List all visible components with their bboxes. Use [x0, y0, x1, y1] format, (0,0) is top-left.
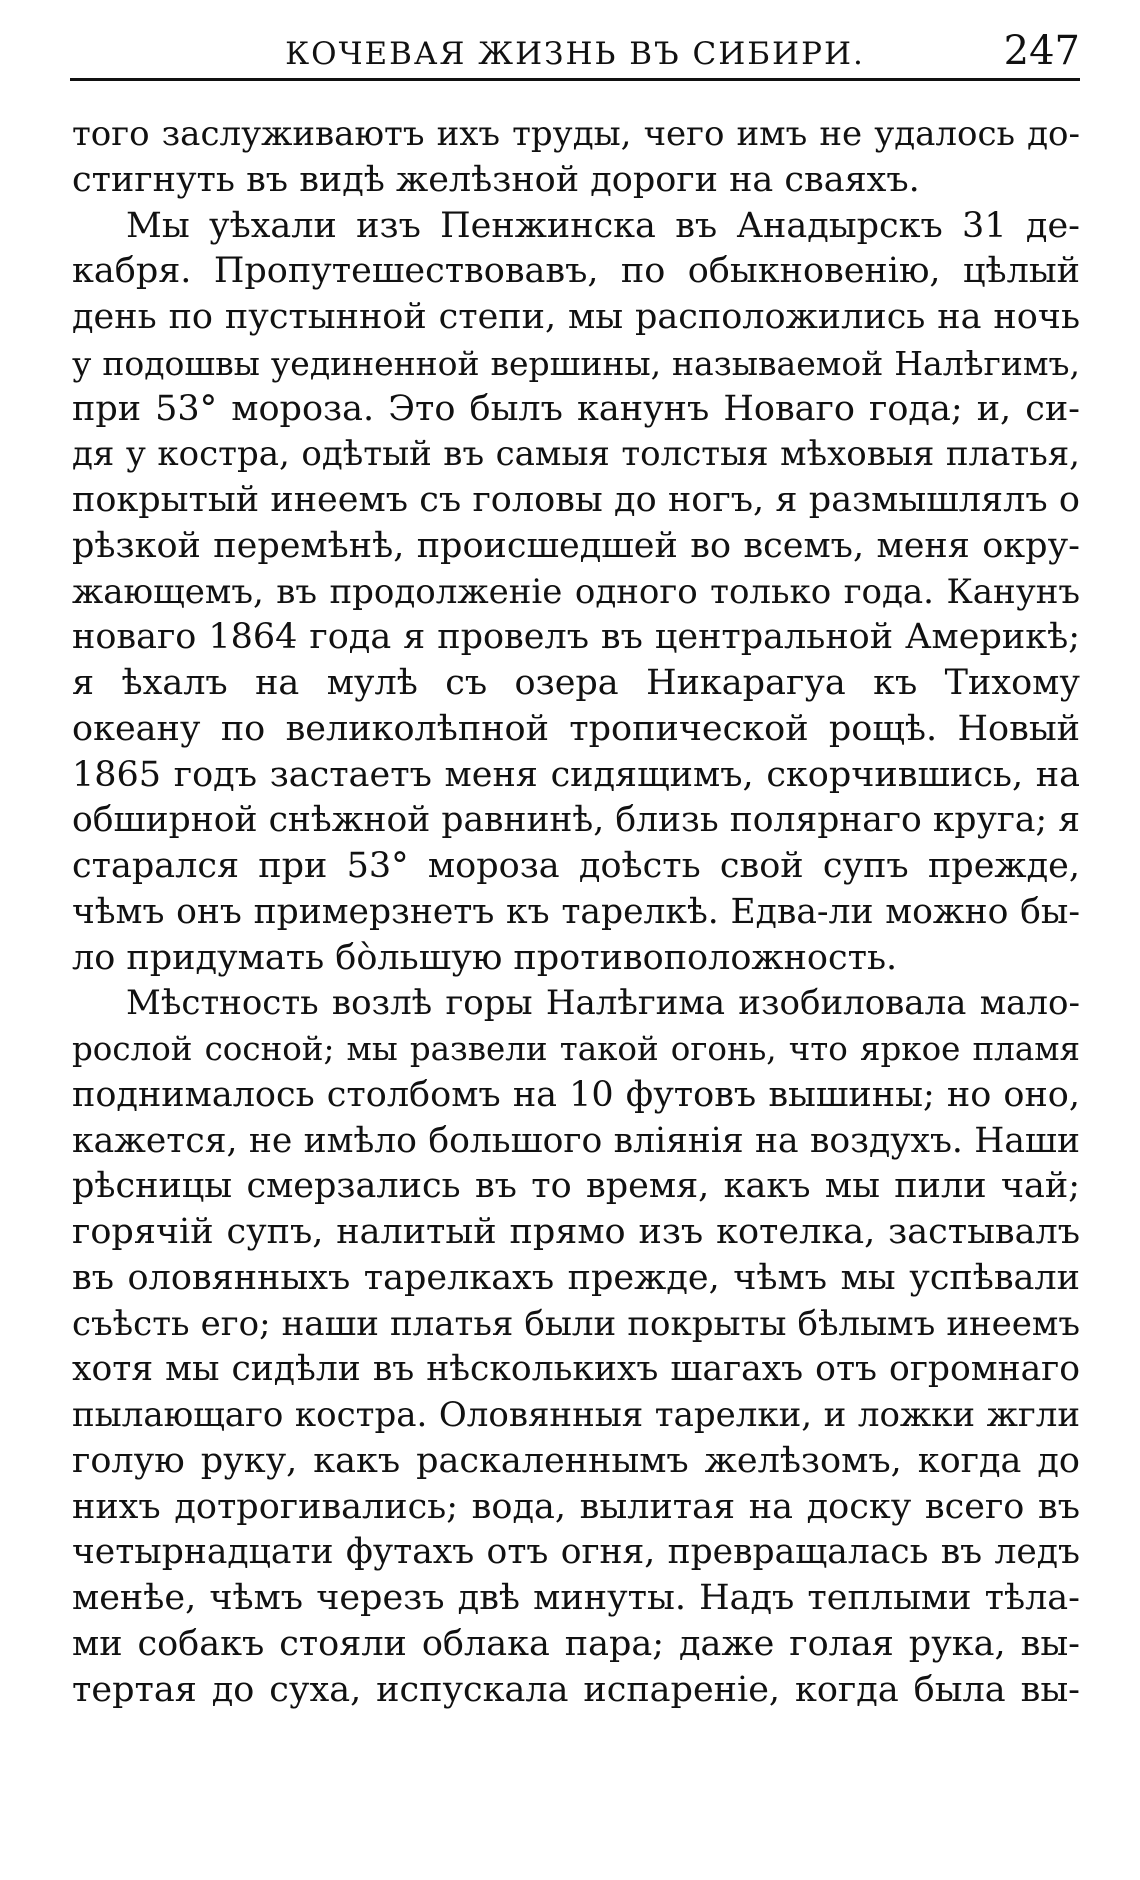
text-line: дя у костра, одѣтый въ самыя толстыя мѣховыя платья, — [72, 434, 1080, 475]
text-line: новаго 1864 года я провелъ въ центральной Америкѣ; — [72, 617, 1080, 658]
text-line: рѣзкой перемѣнѣ, происшедшей во всемъ, меня окру- — [72, 525, 1080, 566]
text-line: 1865 годъ застаетъ меня сидящимъ, скорчившись, на — [72, 754, 1080, 795]
text-line: Мы уѣхали изъ Пенжинска въ Анадырскъ 31 де- — [126, 205, 1080, 246]
header-rule — [70, 78, 1080, 81]
text-line: кажется, не имѣло большого вліянія на воздухъ. Наши — [72, 1120, 1080, 1161]
text-line: четырнадцати футахъ отъ огня, превращалась въ ледъ — [72, 1532, 1080, 1573]
text-line: съѣсть его; наши платья были покрыты бѣлымъ инеемъ — [72, 1303, 1080, 1344]
text-line: стигнуть въ видѣ желѣзной дороги на сваяхъ. — [72, 159, 920, 200]
text-line: менѣе, чѣмъ черезъ двѣ минуты. Надъ теплыми тѣла- — [72, 1578, 1080, 1618]
text-line: у подошвы уединенной вершины, называемой Налѣгимъ, — [72, 343, 1080, 383]
text-line: день по пустынной степи, мы расположились на ночь — [72, 297, 1080, 337]
text-line: покрытый инеемъ съ головы до ногъ, я размышлялъ о — [72, 480, 1080, 520]
text-line: старался при 53° мороза доѣсть свой супъ прежде, — [72, 846, 1080, 886]
text-line: чѣмъ онъ примерзнетъ къ тарелкѣ. Едва-ли можно бы- — [72, 891, 1080, 932]
text-line: ло придумать бо̀льшую противоположность. — [72, 937, 898, 978]
text-line: кабря. Пропутешествовавъ, по обыкновенію, цѣлый — [72, 251, 1080, 292]
text-line: рѣсницы смерзались въ то время, какъ мы пили чай; — [72, 1166, 1080, 1207]
text-line: при 53° мороза. Это былъ канунъ Новаго года; и, си- — [72, 388, 1080, 429]
text-line: жающемъ, въ продолженіе одного только года. Канунъ — [72, 571, 1080, 612]
running-title: КОЧЕВАЯ ЖИЗНЬ ВЪ СИБИРИ. — [285, 36, 865, 72]
body-text — [72, 112, 1080, 1713]
text-line: я ѣхалъ на мулѣ съ озера Никарагуа къ Тихому — [72, 663, 1080, 703]
text-line: того заслуживаютъ ихъ труды, чего имъ не удалось до- — [72, 114, 1080, 154]
text-line: обширной снѣжной равнинѣ, близь полярнаго круга; я — [72, 800, 1080, 841]
text-line: пылающаго костра. Оловянныя тарелки, и ложки жгли — [72, 1395, 1080, 1435]
page-number: 247 — [1003, 28, 1080, 74]
text-line: нихъ дотрогивались; вода, вылитая на доску всего въ — [72, 1486, 1080, 1527]
text-line: голую руку, какъ раскаленнымъ желѣзомъ, когда до — [72, 1440, 1080, 1481]
text-line: Мѣстность возлѣ горы Налѣгима изобиловала мало- — [126, 983, 1080, 1024]
text-line: хотя мы сидѣли въ нѣсколькихъ шагахъ отъ огромнаго — [72, 1349, 1080, 1390]
text-line: въ оловянныхъ тарелкахъ прежде, чѣмъ мы успѣвали — [72, 1257, 1080, 1298]
text-line: горячій супъ, налитый прямо изъ котелка, застывалъ — [72, 1212, 1080, 1252]
running-head — [70, 22, 1080, 82]
text-line: океану по великолѣпной тропической рощѣ. Новый — [72, 708, 1080, 749]
text-line: поднималось столбомъ на 10 футовъ вышины; но оно, — [72, 1074, 1080, 1115]
text-line: рослой сосной; мы развели такой огонь, что яркое пламя — [72, 1030, 1080, 1068]
text-line: ми собакъ стояли облака пара; даже голая рука, вы- — [72, 1623, 1080, 1664]
text-line: тертая до суха, испускала испареніе, когда была вы- — [72, 1669, 1080, 1710]
